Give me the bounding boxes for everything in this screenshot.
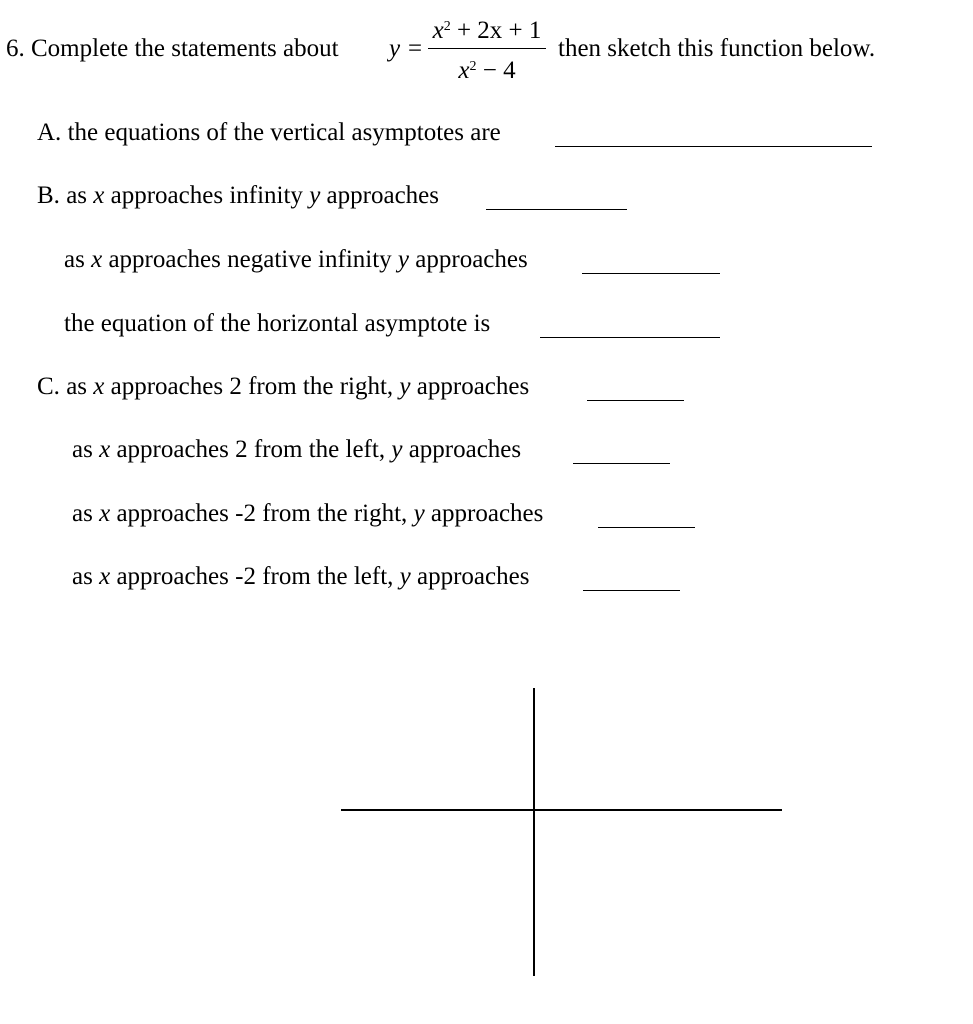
statement-c1-post: approaches	[416, 373, 530, 400]
sketch-x-axis	[341, 809, 782, 811]
fraction-bar	[428, 48, 546, 49]
statement-c2-mid: approaches 2 from the left,	[116, 436, 386, 463]
statement-b2-post: approaches	[415, 246, 528, 273]
statement-c4-mid: approaches -2 from the left,	[116, 563, 394, 590]
statement-b1-pre: as	[66, 182, 88, 209]
statement-c2-post: approaches	[408, 436, 522, 463]
fraction-denominator	[444, 56, 530, 86]
statement-c4-pre: as	[72, 563, 93, 590]
statement-c2-pre: as	[72, 436, 93, 463]
answer-blank-c2[interactable]	[573, 463, 670, 464]
statement-c2	[72, 435, 521, 465]
fraction-numerator	[428, 16, 546, 46]
problem-intro: Complete the statements about	[31, 35, 339, 62]
problem-number: 6.	[6, 35, 25, 62]
answer-blank-c1[interactable]	[587, 400, 684, 401]
statement-a-text: the equations of the vertical asymptotes are	[67, 119, 501, 146]
statement-a-label: A.	[37, 119, 62, 146]
sketch-y-axis	[533, 688, 535, 976]
answer-blank-b2[interactable]	[582, 273, 720, 274]
statement-c4-post: approaches	[417, 563, 530, 590]
statement-c4	[72, 562, 529, 592]
statement-c4-var: x	[99, 563, 111, 590]
statement-a	[37, 118, 501, 148]
problem-header	[6, 34, 339, 64]
statement-c3-var2: y	[413, 500, 425, 527]
statement-c3-var: x	[99, 500, 111, 527]
answer-blank-c3[interactable]	[598, 527, 695, 528]
statement-c2-var2: y	[391, 436, 403, 463]
statement-c1-var: x	[93, 373, 105, 400]
answer-blank-c4[interactable]	[583, 590, 680, 591]
statement-c3-mid: approaches -2 from the right,	[116, 500, 408, 527]
statement-b1-label: B.	[37, 182, 60, 209]
statement-c1-mid: approaches 2 from the right,	[110, 373, 394, 400]
statement-b1-var2: y	[309, 182, 321, 209]
statement-b1-mid: approaches infinity	[110, 182, 303, 209]
statement-b1-var: x	[93, 182, 105, 209]
statement-b2-pre: as	[64, 246, 85, 273]
answer-blank-b1[interactable]	[486, 209, 627, 210]
problem-outro: then sketch this function below.	[558, 35, 876, 62]
statement-c3-pre: as	[72, 500, 93, 527]
statement-b3-text: the equation of the horizontal asymptote is	[64, 310, 491, 337]
statement-c1	[37, 372, 529, 402]
denominator-var: x	[458, 57, 470, 84]
statement-b2-mid: approaches negative infinity	[108, 246, 392, 273]
statement-c1-pre: as	[66, 373, 88, 400]
statement-c4-var2: y	[399, 563, 411, 590]
denominator-rest: − 4	[482, 57, 516, 84]
equation-lhs: y =	[389, 35, 424, 62]
statement-b2-var: x	[91, 246, 103, 273]
statement-b1	[37, 181, 439, 211]
denominator-exp: 2	[469, 59, 477, 74]
statement-b2-var2: y	[397, 246, 410, 273]
statement-b1-post: approaches	[326, 182, 439, 209]
statement-c1-var2: y	[399, 373, 411, 400]
statement-c3-post: approaches	[430, 500, 544, 527]
numerator-var: x	[432, 17, 444, 44]
statement-c2-var: x	[99, 436, 111, 463]
statement-c1-label: C.	[37, 373, 60, 400]
answer-blank-b3[interactable]	[540, 337, 720, 338]
statement-c3	[72, 499, 543, 529]
numerator-exp: 2	[443, 19, 451, 34]
numerator-rest: + 2x + 1	[456, 17, 542, 44]
statement-b3	[64, 309, 490, 339]
answer-blank-a[interactable]	[555, 146, 872, 147]
statement-b2	[64, 245, 528, 275]
